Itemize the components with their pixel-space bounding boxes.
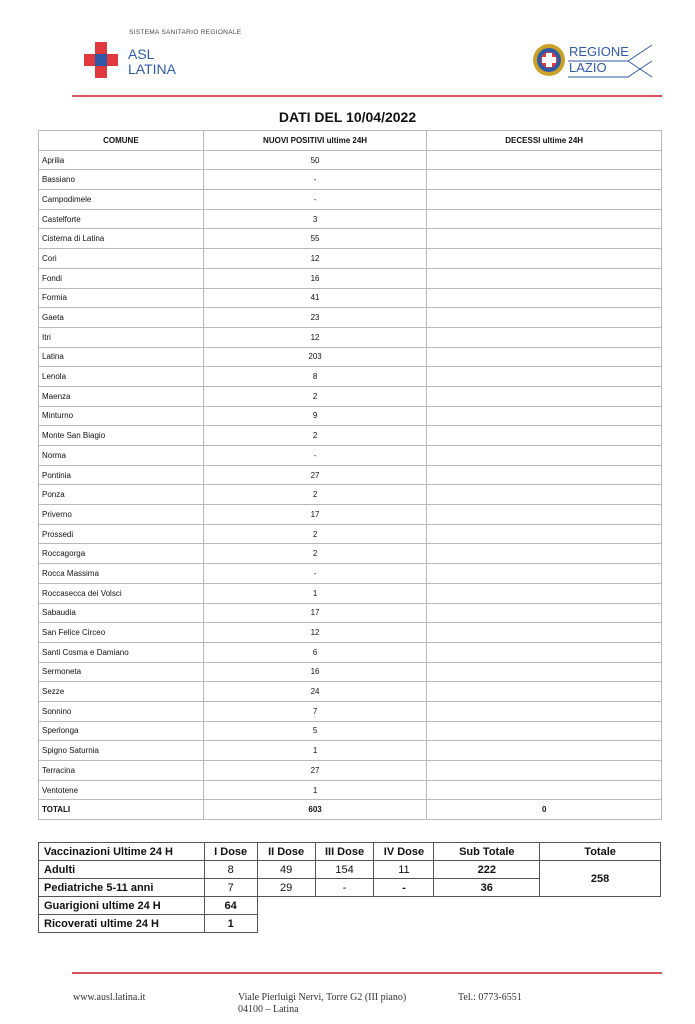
col-header-positivi: NUOVI POSITIVI ultime 24H <box>203 131 427 151</box>
positivi-cell: - <box>203 446 427 466</box>
decessi-cell <box>427 780 662 800</box>
comune-cell: Prossedi <box>39 524 204 544</box>
vax-header-dose4: IV Dose <box>374 843 434 861</box>
decessi-cell <box>427 150 662 170</box>
comune-cell: Bassiano <box>39 170 204 190</box>
decessi-cell <box>427 347 662 367</box>
positivi-cell: 9 <box>203 406 427 426</box>
positivi-cell: 12 <box>203 327 427 347</box>
decessi-cell <box>427 426 662 446</box>
decessi-cell <box>427 524 662 544</box>
vax-totale: 258 <box>540 861 661 897</box>
table-row <box>39 406 662 426</box>
decessi-cell <box>427 406 662 426</box>
table-row <box>39 564 662 584</box>
table-row <box>39 761 662 781</box>
positivi-cell: 2 <box>203 544 427 564</box>
col-header-decessi: DECESSI ultime 24H <box>427 131 662 151</box>
footer-address-line2: 04100 – Latina <box>238 1004 299 1015</box>
comune-cell: Pontinia <box>39 465 204 485</box>
positivi-table <box>38 130 662 820</box>
guarigioni-value: 64 <box>204 897 257 915</box>
footer-website: www.ausl.latina.it <box>73 992 146 1003</box>
decessi-cell <box>427 485 662 505</box>
table-row <box>39 642 662 662</box>
comune-cell: Ponza <box>39 485 204 505</box>
vax-adulti-row <box>39 861 661 879</box>
comune-cell: Sabaudia <box>39 603 204 623</box>
system-label: SISTEMA SANITARIO REGIONALE <box>129 29 242 36</box>
table-row <box>39 150 662 170</box>
table-row <box>39 505 662 525</box>
positivi-cell: 27 <box>203 761 427 781</box>
positivi-cell: 50 <box>203 150 427 170</box>
decessi-cell <box>427 170 662 190</box>
regione-line1: REGIONE <box>569 44 629 59</box>
decessi-cell <box>427 190 662 210</box>
table-row <box>39 465 662 485</box>
comune-cell: Sperlonga <box>39 721 204 741</box>
positivi-cell: 2 <box>203 386 427 406</box>
decessi-cell <box>427 505 662 525</box>
totals-row <box>39 800 662 820</box>
positivi-cell: 5 <box>203 721 427 741</box>
positivi-cell: - <box>203 190 427 210</box>
comune-cell: Sermoneta <box>39 662 204 682</box>
ricoverati-value: 1 <box>204 915 257 933</box>
decessi-cell <box>427 327 662 347</box>
positivi-cell: 7 <box>203 701 427 721</box>
vax-adulti-dose4: 11 <box>374 861 434 879</box>
comune-cell: Latina <box>39 347 204 367</box>
decessi-cell <box>427 682 662 702</box>
vax-pediatriche-label: Pediatriche 5-11 anni <box>39 879 205 897</box>
decessi-cell <box>427 288 662 308</box>
positivi-cell: 17 <box>203 603 427 623</box>
decessi-cell <box>427 209 662 229</box>
comune-cell: Ventotene <box>39 780 204 800</box>
positivi-cell: 55 <box>203 229 427 249</box>
comune-cell: Lenola <box>39 367 204 387</box>
positivi-cell: 6 <box>203 642 427 662</box>
vax-pediatriche-dose2: 29 <box>257 879 315 897</box>
positivi-cell: 1 <box>203 741 427 761</box>
table-row <box>39 347 662 367</box>
footer-phone: Tel.: 0773-6551 <box>458 992 522 1003</box>
table-row <box>39 249 662 269</box>
positivi-cell: 8 <box>203 367 427 387</box>
comune-cell: Spigno Saturnia <box>39 741 204 761</box>
vax-header-dose1: I Dose <box>204 843 257 861</box>
vax-header-dose2: II Dose <box>257 843 315 861</box>
decessi-cell <box>427 741 662 761</box>
guarigioni-label: Guarigioni ultime 24 H <box>39 897 205 915</box>
table-row <box>39 170 662 190</box>
vax-adulti-dose2: 49 <box>257 861 315 879</box>
positivi-cell: 16 <box>203 268 427 288</box>
positivi-cell: 2 <box>203 426 427 446</box>
decessi-cell <box>427 623 662 643</box>
decessi-cell <box>427 564 662 584</box>
vax-header-totale: Totale <box>540 843 661 861</box>
table-row <box>39 741 662 761</box>
regione-line2: LAZIO <box>569 60 607 75</box>
table-row <box>39 367 662 387</box>
table-row <box>39 268 662 288</box>
decessi-cell <box>427 386 662 406</box>
vax-adulti-dose3: 154 <box>315 861 374 879</box>
table-row <box>39 780 662 800</box>
comune-cell: Castelforte <box>39 209 204 229</box>
comune-cell: Itri <box>39 327 204 347</box>
table-row <box>39 701 662 721</box>
comune-cell: Santi Cosma e Damiano <box>39 642 204 662</box>
comune-cell: Rocca Massima <box>39 564 204 584</box>
table-row <box>39 603 662 623</box>
footer-address-line1: Viale Pierluigi Nervi, Torre G2 (III piano) <box>238 992 407 1003</box>
decessi-cell <box>427 308 662 328</box>
regione-lazio-emblem-icon <box>532 43 566 77</box>
comune-cell: Gaeta <box>39 308 204 328</box>
positivi-cell: 203 <box>203 347 427 367</box>
comune-cell: Maenza <box>39 386 204 406</box>
table-row <box>39 426 662 446</box>
vax-header-subtotale: Sub Totale <box>434 843 540 861</box>
positivi-cell: 27 <box>203 465 427 485</box>
comune-cell: Roccagorga <box>39 544 204 564</box>
asl-name <box>128 47 176 77</box>
decessi-cell <box>427 583 662 603</box>
asl-line1: ASL <box>128 46 155 62</box>
table-row <box>39 229 662 249</box>
positivi-cell: 3 <box>203 209 427 229</box>
comune-cell: Formia <box>39 288 204 308</box>
comune-cell: Sonnino <box>39 701 204 721</box>
vax-pediatriche-subtotale: 36 <box>434 879 540 897</box>
comune-cell: Cisterna di Latina <box>39 229 204 249</box>
vax-header-dose3: III Dose <box>315 843 374 861</box>
table-row <box>39 308 662 328</box>
positivi-cell: 12 <box>203 249 427 269</box>
decessi-cell <box>427 446 662 466</box>
vaccinazioni-table <box>38 842 661 933</box>
positivi-cell: 23 <box>203 308 427 328</box>
decessi-cell <box>427 603 662 623</box>
positivi-cell: 24 <box>203 682 427 702</box>
table-row <box>39 209 662 229</box>
comune-cell: Fondi <box>39 268 204 288</box>
table-row <box>39 485 662 505</box>
positivi-cell: 1 <box>203 780 427 800</box>
decessi-cell <box>427 465 662 485</box>
decessi-cell <box>427 268 662 288</box>
table-row <box>39 682 662 702</box>
table-row <box>39 288 662 308</box>
vax-adulti-subtotale: 222 <box>434 861 540 879</box>
comune-cell: Terracina <box>39 761 204 781</box>
totals-label: TOTALI <box>39 800 204 820</box>
col-header-comune: COMUNE <box>39 131 204 151</box>
decessi-cell <box>427 721 662 741</box>
table-row <box>39 583 662 603</box>
vax-pediatriche-dose1: 7 <box>204 879 257 897</box>
ricoverati-row <box>39 915 661 933</box>
positivi-cell: 2 <box>203 524 427 544</box>
ricoverati-label: Ricoverati ultime 24 H <box>39 915 205 933</box>
comune-cell: Cori <box>39 249 204 269</box>
vax-adulti-dose1: 8 <box>204 861 257 879</box>
table-row <box>39 623 662 643</box>
positivi-cell: 17 <box>203 505 427 525</box>
positivi-cell: 2 <box>203 485 427 505</box>
decessi-cell <box>427 249 662 269</box>
positivi-cell: 1 <box>203 583 427 603</box>
comune-cell: Norma <box>39 446 204 466</box>
totals-positivi: 603 <box>203 800 427 820</box>
positivi-cell: 12 <box>203 623 427 643</box>
vax-adulti-label: Adulti <box>39 861 205 879</box>
asl-line2: LATINA <box>128 61 176 77</box>
decessi-cell <box>427 642 662 662</box>
header-divider <box>72 95 662 97</box>
comune-cell: Priverno <box>39 505 204 525</box>
footer-divider <box>72 972 662 974</box>
positivi-cell: - <box>203 564 427 584</box>
decessi-cell <box>427 367 662 387</box>
page-title: DATI DEL 10/04/2022 <box>278 109 417 125</box>
positivi-cell: 41 <box>203 288 427 308</box>
table-row <box>39 327 662 347</box>
totals-decessi: 0 <box>427 800 662 820</box>
table-header-row <box>39 131 662 151</box>
footer-address <box>238 992 406 1016</box>
comune-cell: Roccasecca dei Volsci <box>39 583 204 603</box>
vax-header-row <box>39 843 661 861</box>
decessi-cell <box>427 544 662 564</box>
comune-cell: Monte San Biagio <box>39 426 204 446</box>
decessi-cell <box>427 761 662 781</box>
table-row <box>39 524 662 544</box>
vax-pediatriche-dose3: - <box>315 879 374 897</box>
table-row <box>39 721 662 741</box>
comune-cell: Sezze <box>39 682 204 702</box>
comune-cell: Campodimele <box>39 190 204 210</box>
decessi-cell <box>427 662 662 682</box>
vax-header-label: Vaccinazioni Ultime 24 H <box>39 843 205 861</box>
decessi-cell <box>427 229 662 249</box>
decessi-cell <box>427 701 662 721</box>
vax-pediatriche-dose4: - <box>374 879 434 897</box>
positivi-cell: - <box>203 170 427 190</box>
comune-cell: Minturno <box>39 406 204 426</box>
comune-cell: Aprilia <box>39 150 204 170</box>
regione-lazio-lines-icon <box>566 42 656 80</box>
guarigioni-row <box>39 897 661 915</box>
asl-cross-logo <box>84 42 118 78</box>
comune-cell: San Felice Circeo <box>39 623 204 643</box>
positivi-cell: 16 <box>203 662 427 682</box>
table-row <box>39 662 662 682</box>
table-row <box>39 190 662 210</box>
table-row <box>39 386 662 406</box>
table-row <box>39 446 662 466</box>
table-row <box>39 544 662 564</box>
